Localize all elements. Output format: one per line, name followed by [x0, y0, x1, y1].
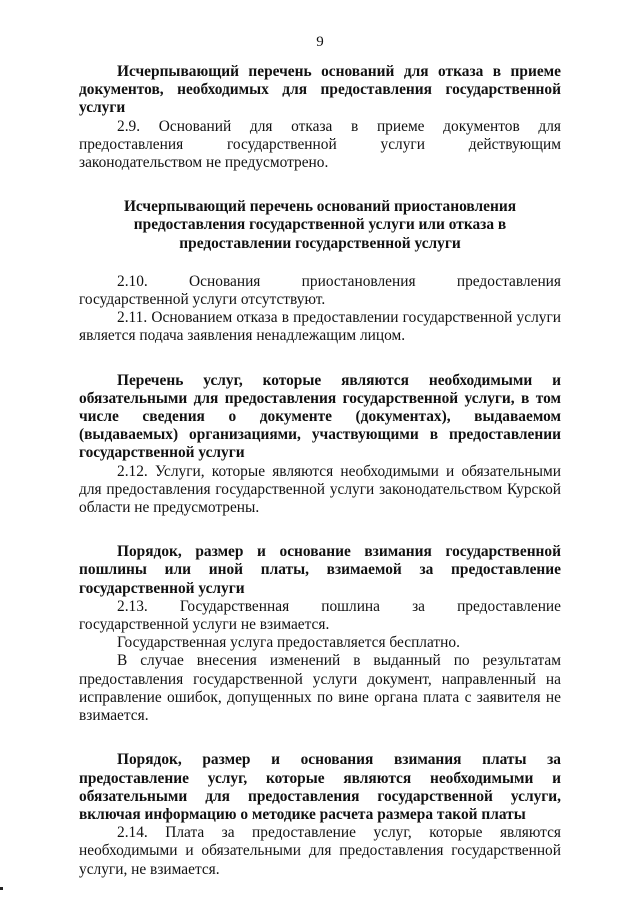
section-heading-state-fee: Порядок, размер и основание взимания государственной пошлины или иной платы, взимаемой за предоставление государственной услуги	[79, 543, 561, 597]
section-heading-refusal-acceptance: Исчерпывающий перечень оснований для отказа в приеме документов, необходимых для предоставления государственной услуги	[79, 63, 561, 117]
spacer	[79, 346, 561, 372]
section-heading-suspension-refusal: Исчерпывающий перечень оснований приостановления предоставления государственной услуги или отказа в предоставлении государственной услуги	[123, 198, 517, 252]
paragraph-free-of-charge: Государственная услуга предоставляется бесплатно.	[117, 634, 460, 652]
spacer	[79, 725, 561, 751]
paragraph-document-changes: В случае внесения изменений в выданный по результатам предоставления государственной услуги документ, направленный на исправление ошибок, допущенных по вине органа плата с заявителя не взимается.	[79, 652, 561, 725]
section-heading-necessary-services: Перечень услуг, которые являются необходимыми и обязательными для предоставления государственной услуги, в том числе сведения о документе (документах), выдаваемом (выдаваемых) организациями, участвующими в предоставлении государственной услуги	[79, 371, 561, 462]
paragraph-2-12: 2.12. Услуги, которые являются необходимыми и обязательными для предоставления государственной услуги законодательством Курской области не предусмотрены.	[79, 462, 561, 517]
section-heading-fee-for-services: Порядок, размер и основания взимания платы за предоставление услуг, которые являются необходимыми и обязательными для предоставления государственной услуги, включая информацию о методике расчета размера такой платы	[79, 751, 561, 823]
paragraph-2-10: 2.10. Основания приостановления предоставления государственной услуги отсутствуют.	[79, 272, 561, 309]
spacer	[79, 517, 561, 543]
page-number: 9	[316, 34, 324, 50]
spacer	[79, 253, 561, 273]
paragraph-2-14: 2.14. Плата за предоставление услуг, которые являются необходимыми и обязательными для предоставления государственной услуги, не взимается.	[79, 824, 561, 878]
spacer	[79, 172, 561, 198]
scan-mark	[0, 887, 3, 890]
paragraph-2-11: 2.11. Основанием отказа в предоставлении государственной услуги является подача заявления ненадлежащим лицом.	[79, 309, 561, 345]
paragraph-2-9: 2.9. Оснований для отказа в приеме документов для предоставления государственной услуги действующим законодательством не предусмотрено.	[79, 117, 561, 172]
document-body	[79, 63, 561, 879]
paragraph-2-13: 2.13. Государственная пошлина за предоставление государственной услуги не взимается.	[79, 597, 561, 634]
